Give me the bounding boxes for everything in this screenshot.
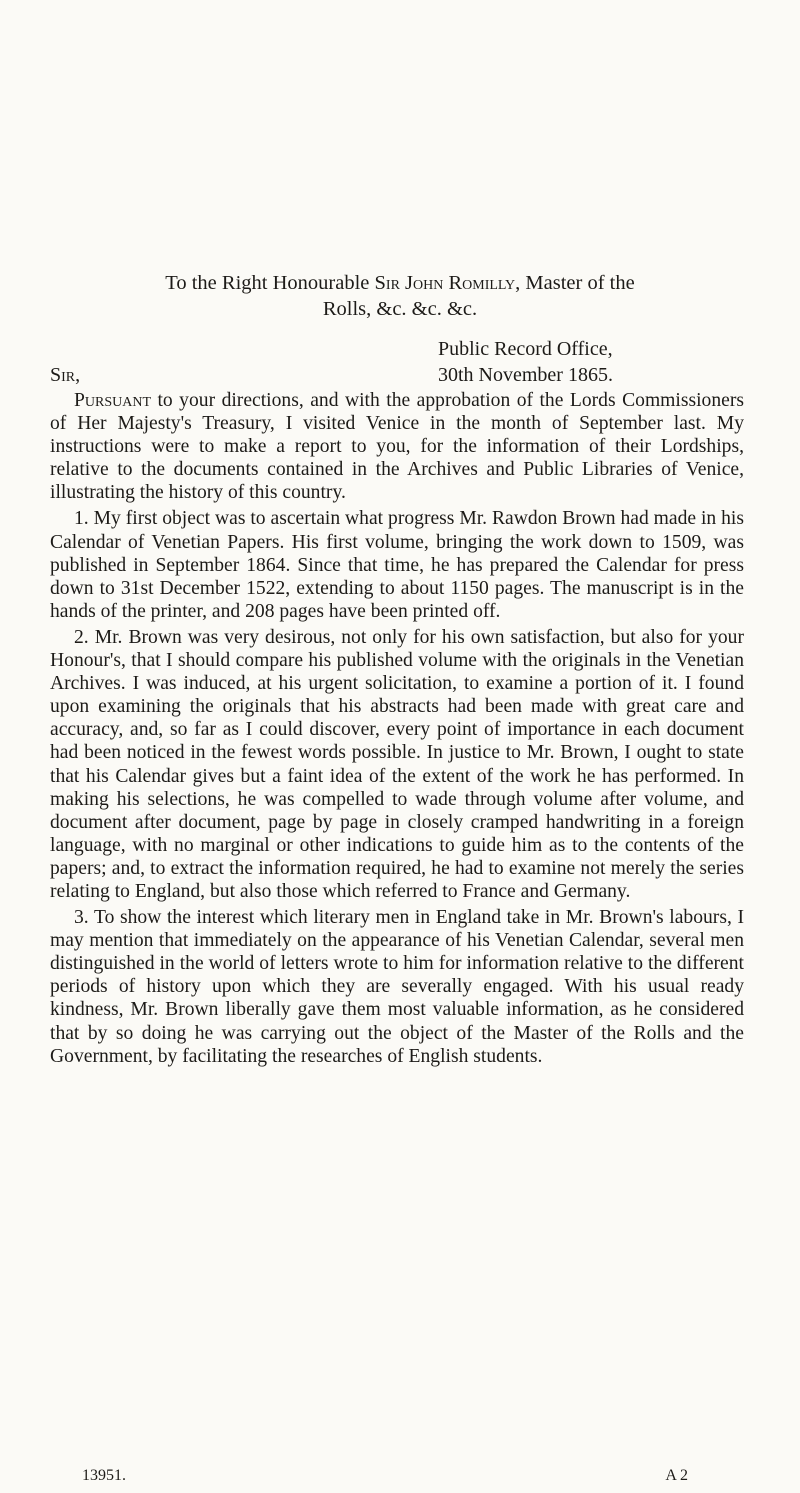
heading-suffix: , Master of the bbox=[515, 272, 635, 294]
salutation: Sir, bbox=[50, 364, 81, 386]
opening-paragraph bbox=[50, 389, 744, 504]
opening-text: to your directions, and with the approbation of the Lords Commissioners of Her Majesty's Treasury, I visited Venice in the month of September last. My instructions were to make a report to you, for the information of their Lordships, relative to the documents contained in the Archives and Public Libraries of Venice, illustrating the history of this country. bbox=[50, 390, 744, 504]
paragraph-2: 2. Mr. Brown was very desirous, not only for his own satisfaction, but also for your Honour's, that I should compare his published volume with the originals in the Venetian Archives. I was induced, at his urgent solicitation, to examine a portion of it. I found upon examining the originals that his abstracts had been made with great care and accuracy, and, so far as I could discover, every point of importance in each document had been noticed in the fewest words possible. In justice to Mr. Brown, I ought to state that his Calendar gives but a faint idea of the extent of the work he has performed. In making his selections, he was compelled to wade through volume after volume, and document after document, page by page in closely cramped handwriting in a foreign language, with no marginal or other indications to guide him as to the contents of the papers; and, to extract the information required, he had to examine not merely the series relating to England, but also those which referred to France and Germany. bbox=[50, 626, 744, 902]
addressee-name: Sir John Romilly bbox=[374, 272, 516, 294]
page-footer bbox=[82, 1467, 688, 1485]
lead-word: Pursuant bbox=[74, 390, 152, 411]
heading-prefix: To the Right Honourable bbox=[165, 272, 375, 294]
paragraph-1: 1. My first object was to ascertain what progress Mr. Rawdon Brown had made in his Calendar of Venetian Papers. His first volume, bringing the work down to 1509, was published in September 1864. Since that time, he has prepared the Calendar for press down to 31st December 1522, extending to about 1150 pages. The manuscript is in the hands of the printer, and 208 pages have been printed off. bbox=[50, 508, 744, 622]
letter-date: 30th November 1865. bbox=[438, 364, 613, 386]
office-address: Public Record Office, bbox=[438, 338, 613, 360]
letter-body bbox=[50, 389, 744, 1071]
print-number: 13951. bbox=[82, 1467, 126, 1484]
letter-heading bbox=[60, 270, 740, 322]
signature-mark: A 2 bbox=[665, 1467, 688, 1484]
paragraph-3: 3. To show the interest which literary men in England take in Mr. Brown's labours, I may mention that immediately on the appearance of his Venetian Calendar, several men distinguished in the world of letters wrote to him for information relative to the different periods of history upon which they are severally engaged. With his usual ready kindness, Mr. Brown liberally gave them most valuable information, as he considered that by so doing he was carrying out the object of the Master of the Rolls and the Government, by facilitating the researches of English students. bbox=[50, 907, 744, 1067]
heading-line-2: Rolls, &c. &c. &c. bbox=[322, 298, 478, 320]
